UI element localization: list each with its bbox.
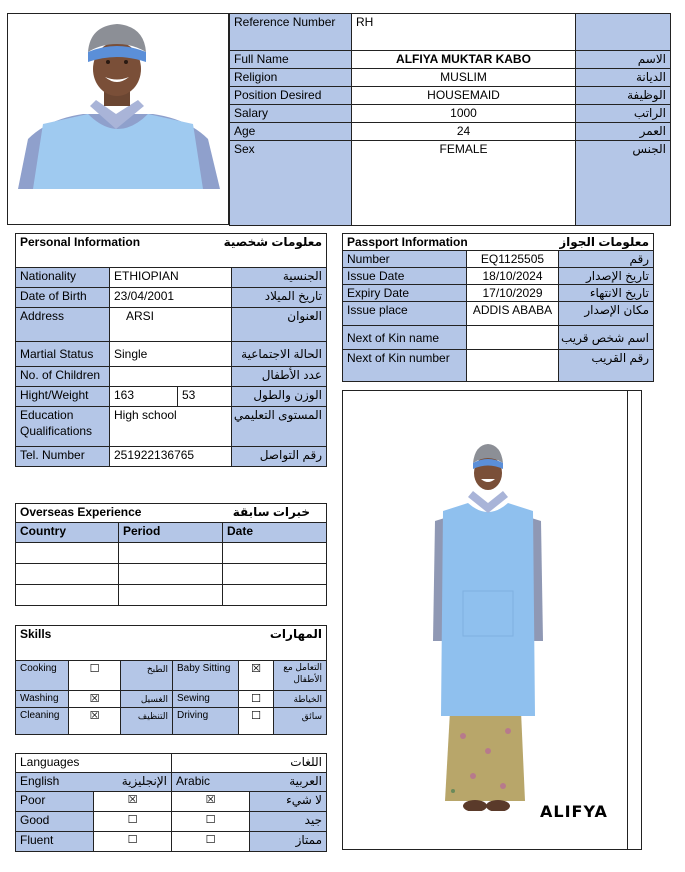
height-value: 163 — [110, 387, 178, 407]
table-row — [16, 585, 327, 606]
address-label: Address — [16, 308, 110, 342]
sex-arabic: الجنس — [576, 141, 671, 226]
skill-baby-sitting-arabic: التعامل مع الأطفال — [274, 661, 327, 691]
position-desired-arabic: الوظيفة — [576, 87, 671, 105]
column-country: Country — [16, 523, 119, 543]
skills-row — [16, 708, 327, 735]
religion-arabic: الديانة — [576, 69, 671, 87]
header-info-table — [229, 13, 671, 226]
children-value — [110, 367, 232, 387]
passport-number-value: EQ1125505 — [467, 251, 559, 268]
arabic-poor-checkbox[interactable]: ☒ — [172, 792, 250, 812]
next-of-kin-number-value — [467, 350, 559, 382]
reference-number-arabic — [576, 14, 671, 51]
period-cell — [119, 543, 223, 564]
tel-number-value: 251922136765 — [110, 447, 232, 467]
arabic-header: Arabic — [172, 773, 250, 792]
children-arabic: عدد الأطفال — [232, 367, 327, 387]
passport-info-table — [342, 233, 654, 382]
level-fluent-label: Fluent — [16, 832, 94, 852]
marital-status-value: Single — [110, 342, 232, 367]
expiry-date-value: 17/10/2029 — [467, 285, 559, 302]
overseas-title: Overseas Experience — [16, 504, 223, 523]
full-photo-frame — [342, 390, 642, 850]
issue-place-label: Issue place — [343, 302, 467, 326]
skill-washing-arabic: الغسيل — [121, 691, 173, 708]
headshot-photo — [8, 14, 228, 224]
tel-number-label: Tel. Number — [16, 447, 110, 467]
age-value: 24 — [352, 123, 576, 141]
country-cell — [16, 585, 119, 606]
personal-info-title: Personal Information — [16, 234, 178, 268]
table-row — [16, 564, 327, 585]
skills-row — [16, 661, 327, 691]
overseas-title-arabic: خبرات سابقة — [223, 504, 327, 523]
skill-cooking-checkbox[interactable]: ☐ — [69, 661, 121, 691]
skills-table — [15, 625, 327, 735]
marital-status-arabic: الحالة الاجتماعية — [232, 342, 327, 367]
arabic-good-checkbox[interactable]: ☐ — [172, 812, 250, 832]
nationality-value: ETHIOPIAN — [110, 268, 232, 288]
weight-value: 53 — [178, 387, 232, 407]
skill-driving-label: Driving — [173, 708, 239, 735]
table-row — [16, 543, 327, 564]
level-good-label: Good — [16, 812, 94, 832]
religion-label: Religion — [230, 69, 352, 87]
country-cell — [16, 564, 119, 585]
skill-cleaning-checkbox[interactable]: ☒ — [69, 708, 121, 735]
level-poor-label: Poor — [16, 792, 94, 812]
next-of-kin-number-arabic: رقم القريب — [559, 350, 654, 382]
age-label: Age — [230, 123, 352, 141]
country-cell — [16, 543, 119, 564]
overseas-experience-table — [15, 503, 327, 606]
position-desired-value: HOUSEMAID — [352, 87, 576, 105]
languages-table — [15, 753, 327, 852]
skill-driving-arabic: سائق — [274, 708, 327, 735]
nationality-arabic: الجنسية — [232, 268, 327, 288]
sex-label: Sex — [230, 141, 352, 226]
religion-value: MUSLIM — [352, 69, 576, 87]
education-value: High school — [110, 407, 232, 447]
skill-sewing-checkbox[interactable]: ☐ — [239, 691, 274, 708]
issue-place-value: ADDIS ABABA — [467, 302, 559, 326]
issue-date-value: 18/10/2024 — [467, 268, 559, 285]
english-fluent-checkbox[interactable]: ☐ — [94, 832, 172, 852]
next-of-kin-name-label: Next of Kin name — [343, 326, 467, 350]
expiry-date-label: Expiry Date — [343, 285, 467, 302]
expiry-date-arabic: تاريخ الانتهاء — [559, 285, 654, 302]
date-of-birth-label: Date of Birth — [16, 288, 110, 308]
period-cell — [119, 564, 223, 585]
full-name-label: Full Name — [230, 51, 352, 69]
headshot-frame — [7, 13, 229, 225]
passport-number-arabic: رقم — [559, 251, 654, 268]
issue-date-label: Issue Date — [343, 268, 467, 285]
date-cell — [223, 564, 327, 585]
salary-label: Salary — [230, 105, 352, 123]
languages-title-arabic: اللغات — [172, 754, 327, 773]
next-of-kin-name-value — [467, 326, 559, 350]
language-level-row — [16, 812, 327, 832]
address-arabic: العنوان — [232, 308, 327, 342]
english-good-checkbox[interactable]: ☐ — [94, 812, 172, 832]
salary-value: 1000 — [352, 105, 576, 123]
reference-number-value: RH — [352, 14, 576, 51]
date-of-birth-value: 23/04/2001 — [110, 288, 232, 308]
skill-cleaning-label: Cleaning — [16, 708, 69, 735]
sex-value: FEMALE — [352, 141, 576, 226]
skill-cleaning-arabic: التنظيف — [121, 708, 173, 735]
marital-status-label: Martial Status — [16, 342, 110, 367]
full-name-arabic: الاسم — [576, 51, 671, 69]
address-value: ARSI — [110, 308, 232, 342]
skill-baby-sitting-label: Baby Sitting — [173, 661, 239, 691]
english-poor-checkbox[interactable]: ☒ — [94, 792, 172, 812]
personal-info-table — [15, 233, 327, 467]
skill-driving-checkbox[interactable]: ☐ — [239, 708, 274, 735]
period-cell — [119, 585, 223, 606]
height-weight-label: Hight/Weight — [16, 387, 110, 407]
nationality-label: Nationality — [16, 268, 110, 288]
full-body-photo — [423, 441, 553, 811]
skill-washing-label: Washing — [16, 691, 69, 708]
issue-date-arabic: تاريخ الإصدار — [559, 268, 654, 285]
personal-info-title-arabic: معلومات شخصية — [178, 234, 327, 268]
arabic-fluent-checkbox[interactable]: ☐ — [172, 832, 250, 852]
salary-arabic: الراتب — [576, 105, 671, 123]
passport-number-label: Number — [343, 251, 467, 268]
language-level-row — [16, 832, 327, 852]
full-photo-side-strip — [627, 391, 641, 849]
education-label: Education Qualifications — [16, 407, 110, 447]
skill-sewing-label: Sewing — [173, 691, 239, 708]
level-poor-arabic: لا شيء — [250, 792, 327, 812]
height-weight-arabic: الوزن والطول — [232, 387, 327, 407]
skills-row — [16, 691, 327, 708]
skills-title-arabic: المهارات — [173, 626, 327, 661]
english-header-arabic: الإنجليزية — [94, 773, 172, 792]
next-of-kin-number-label: Next of Kin number — [343, 350, 467, 382]
position-desired-label: Position Desired — [230, 87, 352, 105]
column-date: Date — [223, 523, 327, 543]
date-cell — [223, 585, 327, 606]
skill-baby-sitting-checkbox[interactable]: ☒ — [239, 661, 274, 691]
skill-washing-checkbox[interactable]: ☒ — [69, 691, 121, 708]
languages-title: Languages — [16, 754, 172, 773]
column-period: Period — [119, 523, 223, 543]
date-of-birth-arabic: تاريخ الميلاد — [232, 288, 327, 308]
full-name-value: ALFIYA MUKTAR KABO — [352, 51, 576, 69]
age-arabic: العمر — [576, 123, 671, 141]
children-label: No. of Children — [16, 367, 110, 387]
arabic-header-arabic: العربية — [250, 773, 327, 792]
full-photo-caption: ALIFYA — [540, 802, 608, 821]
education-arabic: المستوى التعليمي — [232, 407, 327, 447]
next-of-kin-name-arabic: اسم شخص قريب — [559, 326, 654, 350]
tel-number-arabic: رقم التواصل — [232, 447, 327, 467]
passport-info-title-arabic: معلومات الجواز — [559, 234, 654, 251]
date-cell — [223, 543, 327, 564]
skills-title: Skills — [16, 626, 173, 661]
skill-cooking-label: Cooking — [16, 661, 69, 691]
issue-place-arabic: مكان الإصدار — [559, 302, 654, 326]
level-fluent-arabic: ممتاز — [250, 832, 327, 852]
reference-number-label: Reference Number — [230, 14, 352, 51]
passport-info-title: Passport Information — [343, 234, 559, 251]
skill-sewing-arabic: الخياطة — [274, 691, 327, 708]
language-level-row — [16, 792, 327, 812]
skill-cooking-arabic: الطبخ — [121, 661, 173, 691]
level-good-arabic: جيد — [250, 812, 327, 832]
english-header: English — [16, 773, 94, 792]
